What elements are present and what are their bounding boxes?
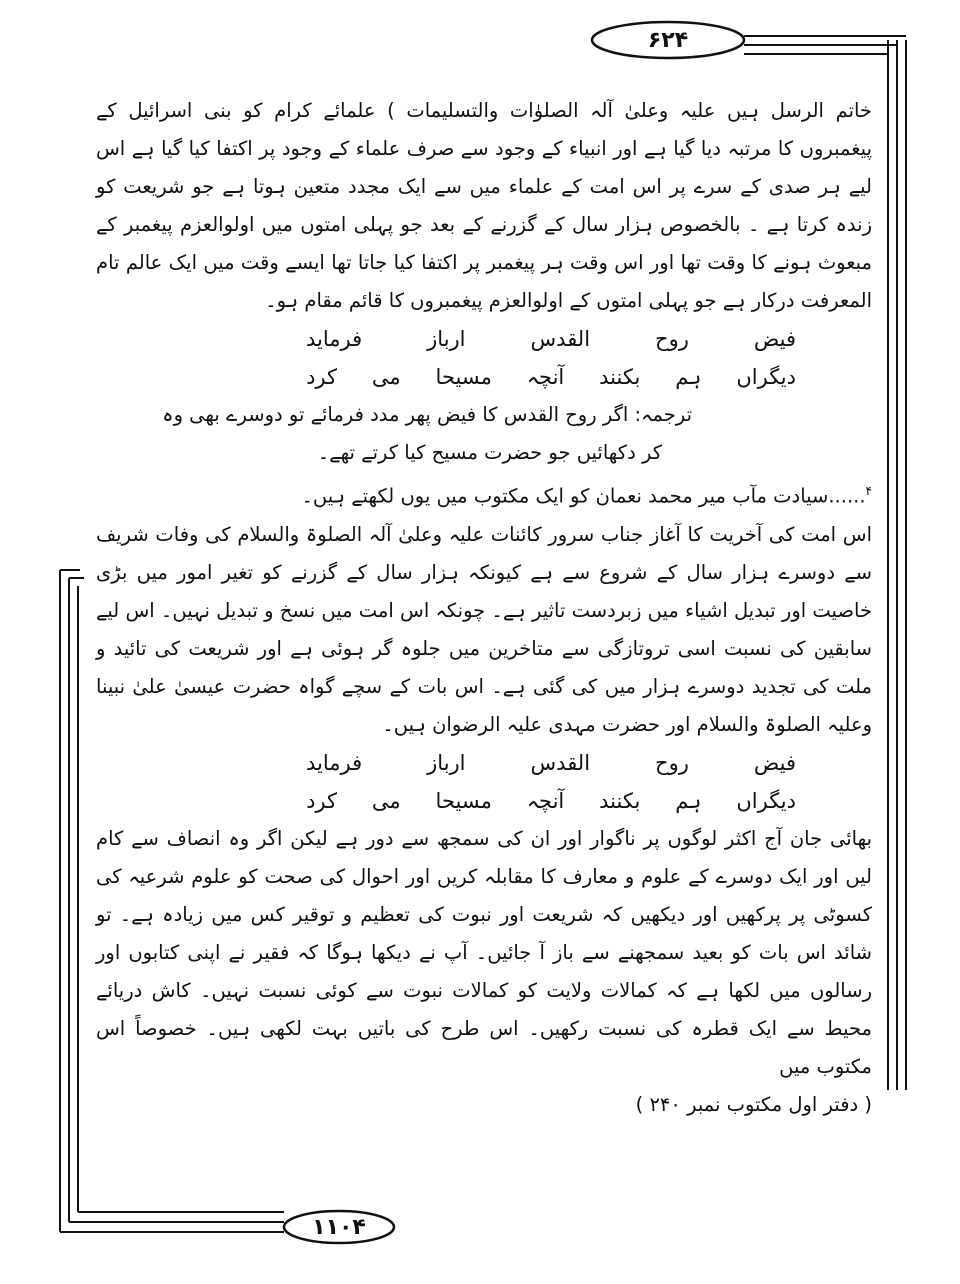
page-number-top: ۶۲۴	[647, 27, 689, 53]
paragraph-1: خاتم الرسل ہیں علیہ وعلیٰ آلہ الصلوٰات والتسلیمات ) علمائے کرام کو بنی اسرائیل کے پیغمبروں کا مرتبہ دیا گیا ہے اور انبیاء کے وجود سے صرف علماء کے وجود پر اکتفا کیا گیا ہے اس لیے ہر صدی کے سرے پر اس امت کے علماء میں سے ایک مجدد متعین ہوتا ہے جو شریعت کو زندہ کرتا ہے ۔ بالخصوص ہزار سال کے گزرنے کے بعد جو پہلی امتوں میں اولوالعزم پیغمبر کے مبعوث ہونے کا وقت تھا اور اس وقت ہر پیغمبر پر اکتفا کیا جاتا تھا ایسے وقت میں ایک عالم تام المعرفت درکار ہے جو پہلی امتوں کے اولوالعزم پیغمبروں کا قائم مقام ہو۔	[96, 99, 872, 312]
verse-word: القدس	[530, 750, 591, 775]
verse-word: روح	[655, 327, 689, 351]
translation-line-2-text: کر دکھائیں جو حضرت مسیح کیا کرتے تھے۔	[317, 441, 662, 464]
verse-word: دیگراں	[736, 365, 796, 389]
translation-line-1: ترجمہ: اگر روح القدس کا فیض پھر مدد فرمائے تو دوسرے بھی وہ	[162, 403, 692, 426]
verse-word: ارباز	[427, 750, 466, 775]
verse-word: مسیحا	[435, 788, 492, 813]
verse-line-4	[306, 782, 796, 820]
verse-line-1	[306, 320, 796, 358]
verse-word: فیض	[753, 750, 796, 775]
letter-heading	[96, 472, 872, 516]
paragraph-2: اس امت کی آخریت کا آغاز جناب سرور کائنات علیہ وعلیٰ آلہ الصلوۃ والسلام کی وفات شریف سے دوسرے ہزار سال کے شروع سے ہے کیونکہ ہزار سال کے گزرنے کو تغیر امور میں بڑی خاصیت اور تبدیل اشیاء میں زبردست تاثیر ہے۔ چونکہ اس امت میں نسخ و تبدیل نہیں۔ اس لیے سابقین کی نسبت اسی تروتازگی سے متاخرین میں جلوہ گر ہوئی ہے اور شریعت کی تائید و ملت کی تجدید دوسرے ہزار میں کی گئی ہے۔ اس بات کے سچے گواہ حضرت عیسیٰ علیٰ نبینا وعلیہ الصلوۃ والسلام اور حضرت مہدی علیہ الرضوان ہیں۔	[96, 522, 872, 736]
page-body	[96, 92, 872, 1124]
verse-word: ارباز	[427, 327, 466, 351]
page-number-bottom: ۱۱۰۴	[312, 1214, 366, 1240]
verse-word: بکنند	[599, 788, 641, 813]
translation-line-2	[96, 434, 872, 472]
verse-word: ہم	[675, 365, 702, 389]
verse-word: فرماید	[306, 327, 363, 351]
verse-line-2	[306, 358, 796, 396]
verse-word: روح	[655, 750, 689, 775]
paragraph-3: بھائی جان آج اکثر لوگوں پر ناگوار اور ان کی سمجھ سے دور ہے لیکن اگر وہ انصاف سے کام لیں اور ایک دوسرے کے علوم و معارف کا مقابلہ کریں اور احوال کی صحت کو علوم شرعیہ کی کسوٹی پر پرکھیں اور دیکھیں کہ شریعت اور نبوت کی تعظیم و توقیر کس میں زیادہ ہے۔ تو شائد اس بات کو بعید سمجھنے سے باز آ جائیں۔ آپ نے دیکھا ہوگا کہ فقیر نے اپنی کتابوں اور رسالوں میں لکھا ہے کہ کمالات ولایت کو کمالات نبوت سے کوئی نسبت نہیں۔ کاش دریائے محیط سے ایک قطرہ کی نسبت رکھیں۔ اس طرح کی باتیں بہت لکھی ہیں۔ خصوصاً اس مکتوب میں	[96, 826, 872, 1078]
verse-word: القدس	[530, 327, 591, 351]
verse-word: دیگراں	[736, 788, 796, 813]
verse-word: بکنند	[599, 365, 641, 389]
verse-word: می	[371, 365, 401, 389]
verse-word: فیض	[753, 327, 796, 351]
verse-word: مسیحا	[435, 365, 492, 389]
footnote-number: ۴	[865, 484, 872, 498]
reference-line: ( دفتر اول مکتوب نمبر ۲۴۰ )	[635, 1092, 872, 1116]
verse-word: ہم	[675, 788, 702, 813]
verse-word: می	[371, 788, 401, 813]
verse-word: آنچہ	[526, 788, 565, 813]
verse-word: آنچہ	[526, 365, 565, 389]
verse-word: کرد	[306, 365, 337, 389]
verse-word: کرد	[306, 788, 337, 813]
verse-line-3	[306, 744, 796, 782]
letter-heading-text: ......سیادت مآب میر محمد نعمان کو ایک مکتوب میں یوں لکھتے ہیں۔	[301, 484, 866, 508]
verse-word: فرماید	[306, 750, 363, 775]
